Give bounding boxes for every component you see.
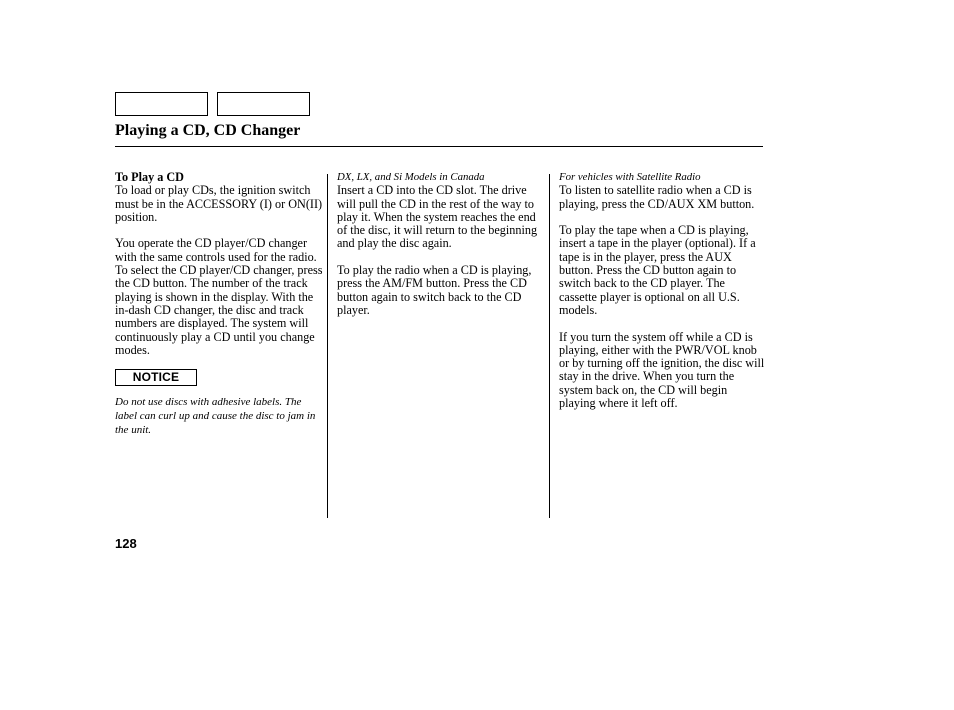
title-rule [115,146,763,147]
section-heading: To Play a CD [115,170,184,184]
notice-text: Do not use discs with adhesive labels. The label can curl up and cause the disc to jam in the unit. [115,396,316,437]
column-divider-1 [327,174,328,518]
col1-paragraph-2: You operate the CD player/CD changer with the same controls used for the radio. To select the CD player/CD changer, press the CD button. The number of the track playing is shown in the display. With the in-dash CD changer, the disc and track numbers are displayed. The system will continuously play a CD until you change modes. [115,236,323,357]
page-number: 128 [115,536,137,551]
column-1 [115,171,325,437]
col2-model-note: DX, LX, and Si Models in Canada [337,171,485,183]
notice-badge: NOTICE [115,369,197,386]
col3-model-note: For vehicles with Satellite Radio [559,171,701,183]
nav-tab-box-1[interactable] [115,92,208,116]
col2-paragraph-2: To play the radio when a CD is playing, press the AM/FM button. Press the CD button again to switch back to the CD player. [337,263,532,317]
col1-paragraph-1: To load or play CDs, the ignition switch must be in the ACCESSORY (I) or ON(II) position. [115,183,323,224]
col3-paragraph-3: If you turn the system off while a CD is playing, either with the PWR/VOL knob or by turning off the ignition, the disc will stay in the drive. When you turn the system back on, the CD will begin playing where it left off. [559,329,765,411]
column-divider-2 [549,174,550,518]
col3-paragraph-2: To play the tape when a CD is playing, insert a tape in the player (optional). If a tape is in the player, press the AUX button. Press the CD button again to switch back to the CD player. The cassette player is optional on all U.S. models. [559,223,756,317]
col2-paragraph-1: Insert a CD into the CD slot. The drive will pull the CD in the rest of the way to play it. When the system reaches the end of the disc, it will return to the beginning and play the disc again. [337,183,538,251]
nav-tab-box-2[interactable] [217,92,310,116]
col3-paragraph-1: To listen to satellite radio when a CD is playing, press the CD/AUX XM button. [559,183,755,211]
page-title: Playing a CD, CD Changer [115,122,301,139]
column-3 [559,171,765,410]
column-2 [337,171,542,317]
